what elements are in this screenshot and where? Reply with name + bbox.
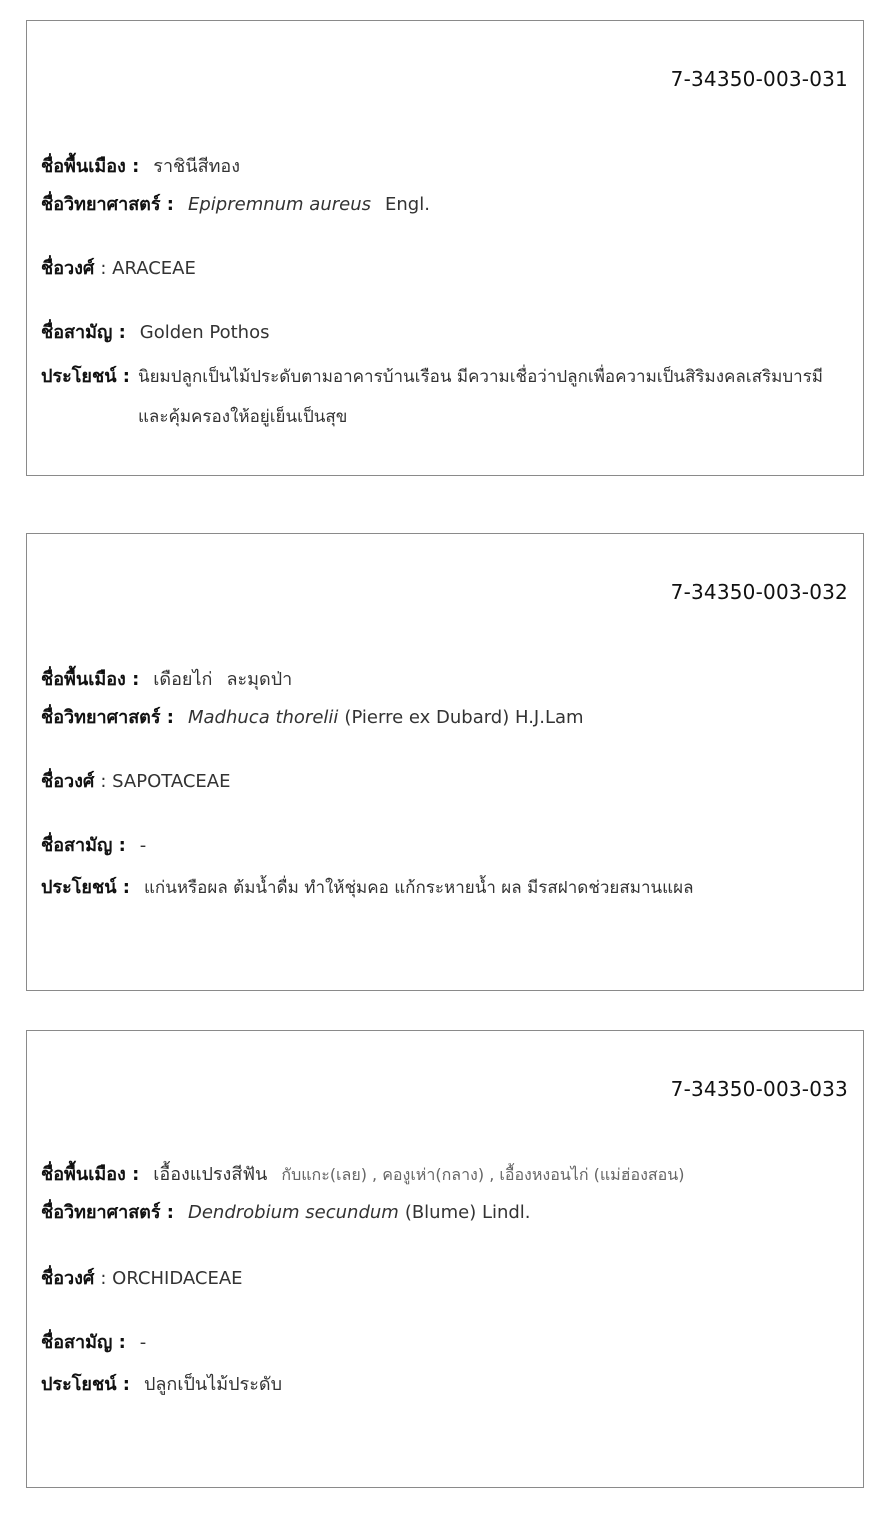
- local-name-label: ชื่อพื้นเมือง :: [41, 669, 140, 690]
- family-value: : ORCHIDACEAE: [100, 1268, 243, 1289]
- local-name-value: เดือยไก่: [153, 669, 213, 690]
- family-label: ชื่อวงศ์: [41, 258, 95, 279]
- scientific-name-italic: Epipremnum aureus: [188, 194, 372, 215]
- uses-value: แก่นหรือผล ต้มน้ำดื่ม ทำให้ชุ่มคอ แก้กระหายน้ำ ผล มีรสฝาดช่วยสมานแผล: [143, 878, 694, 898]
- uses-label: ประโยชน์ :: [41, 1374, 130, 1395]
- family-row: [41, 249, 849, 289]
- scientific-name-italic: Dendrobium secundum: [188, 1202, 399, 1223]
- specimen-card-1: [26, 20, 864, 476]
- local-name-row: [41, 1155, 849, 1195]
- common-name-value: Golden Pothos: [139, 322, 270, 343]
- common-name-row: [41, 313, 849, 353]
- scientific-name-author: (Pierre ex Dubard) H.J.Lam: [344, 707, 584, 728]
- scientific-name-italic: Madhuca thorelii: [188, 707, 339, 728]
- family-row: [41, 1259, 849, 1299]
- specimen-card-2: [26, 533, 864, 991]
- scientific-name-row: [41, 1193, 849, 1233]
- common-name-row: [41, 1323, 849, 1363]
- uses-row: [41, 1365, 849, 1405]
- scientific-name-label: ชื่อวิทยาศาสตร์ :: [41, 194, 174, 215]
- common-name-value: -: [139, 835, 147, 856]
- local-name-extra: ละมุดป่า: [226, 669, 293, 690]
- common-name-label: ชื่อสามัญ :: [41, 1332, 126, 1353]
- scientific-name-author: (Blume) Lindl.: [404, 1202, 531, 1223]
- common-name-row: [41, 826, 849, 866]
- uses-label: ประโยชน์ :: [41, 366, 130, 387]
- local-name-label: ชื่อพื้นเมือง :: [41, 156, 140, 177]
- uses-row: [41, 357, 849, 437]
- scientific-name-label: ชื่อวิทยาศาสตร์ :: [41, 707, 174, 728]
- specimen-id: 7-34350-003-031: [670, 67, 848, 91]
- common-name-label: ชื่อสามัญ :: [41, 835, 126, 856]
- scientific-name-author: Engl.: [385, 194, 430, 215]
- local-name-label: ชื่อพื้นเมือง :: [41, 1164, 140, 1185]
- common-name-label: ชื่อสามัญ :: [41, 322, 126, 343]
- scientific-name-row: [41, 698, 849, 738]
- specimen-id: 7-34350-003-032: [670, 580, 848, 604]
- local-name-value: เอื้องแปรงสีฟัน: [153, 1164, 268, 1185]
- local-name-row: [41, 660, 849, 700]
- specimen-id: 7-34350-003-033: [670, 1077, 848, 1101]
- scientific-name-label: ชื่อวิทยาศาสตร์ :: [41, 1202, 174, 1223]
- uses-label: ประโยชน์ :: [41, 877, 130, 898]
- specimen-card-3: [26, 1030, 864, 1488]
- local-name-value: ราชินีสีทอง: [153, 156, 241, 177]
- family-label: ชื่อวงศ์: [41, 1268, 95, 1289]
- scientific-name-row: [41, 185, 849, 225]
- family-row: [41, 762, 849, 802]
- uses-row: [41, 868, 849, 908]
- uses-value: นิยมปลูกเป็นไม้ประดับตามอาคารบ้านเรือน มีความเชื่อว่าปลูกเพื่อความเป็นสิริมงคลเสริมบารมีและคุ้มครองให้อยู่เย็นเป็นสุข: [137, 367, 823, 427]
- local-name-extra: กับแกะ(เลย) , คองูเห่า(กลาง) , เอื้องหงอนไก่ (แม่ฮ่องสอน): [281, 1165, 685, 1184]
- family-value: : SAPOTACEAE: [100, 771, 231, 792]
- family-value: : ARACEAE: [100, 258, 196, 279]
- local-name-row: [41, 147, 849, 187]
- uses-value: ปลูกเป็นไม้ประดับ: [143, 1374, 283, 1395]
- common-name-value: -: [139, 1332, 147, 1353]
- family-label: ชื่อวงศ์: [41, 771, 95, 792]
